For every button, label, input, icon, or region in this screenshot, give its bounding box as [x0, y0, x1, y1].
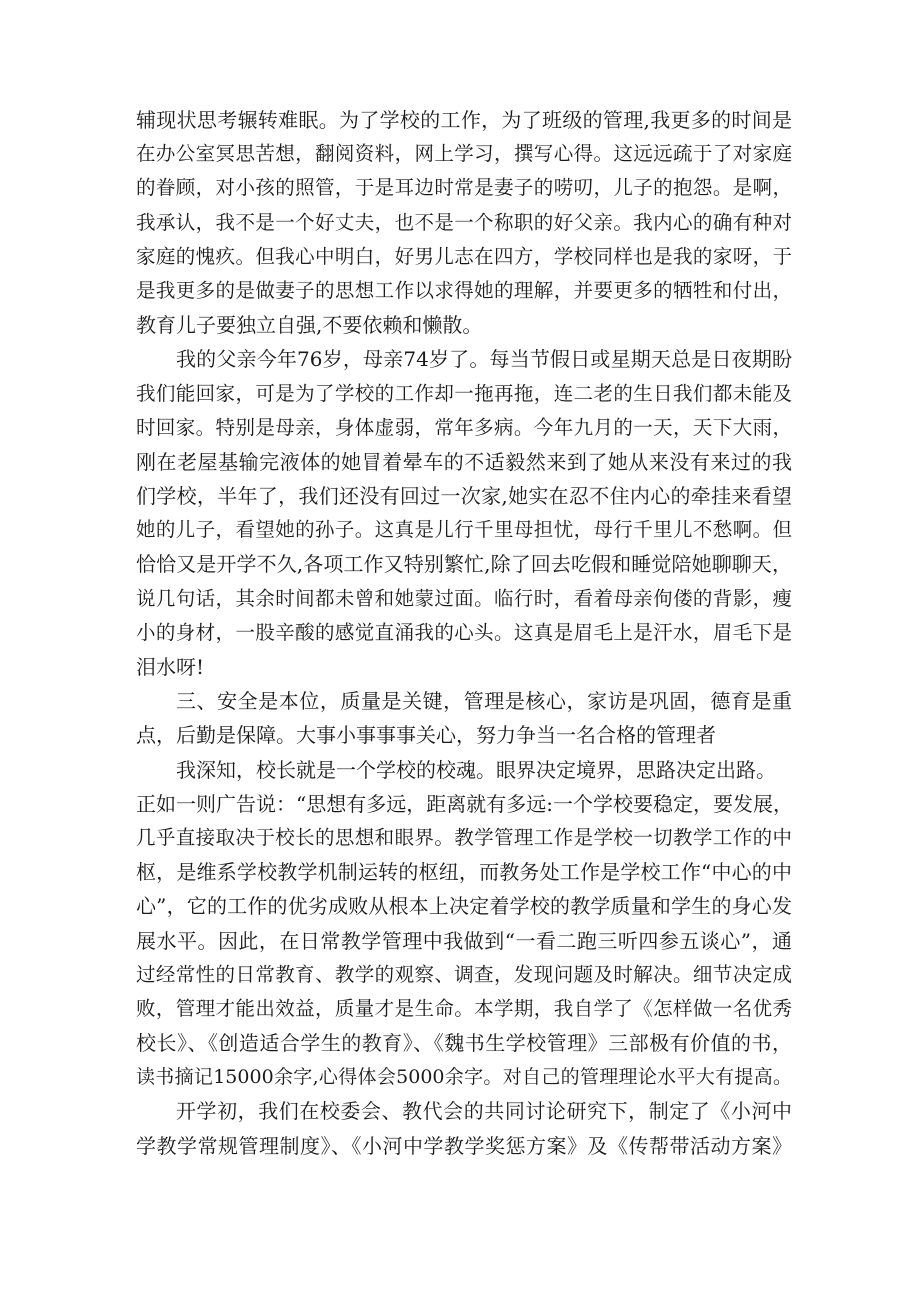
text-line: 读书摘记15000余字,心得体会5000余字。对自己的管理理论水平大有提高。	[136, 1066, 792, 1089]
text-line: 教育儿子要独立自强,不要依赖和懒散。	[136, 313, 483, 338]
text-line: 恰恰又是开学不久,各项工作又特别繁忙,除了回去吃假和睡觉陪她聊聊天，	[136, 552, 792, 577]
text-line: 我们能回家，可是为了学校的工作却一拖再拖，连二老的生日我们都未能及	[136, 381, 792, 405]
text-line: 们学校，半年了，我们还没有回过一次家,她实在忍不住内心的牵挂来看望	[136, 484, 792, 509]
text-line: 枢，是维系学校教学机制运转的枢纽，而教务处工作是学校工作“中心的中	[136, 860, 792, 885]
text-line: 我深知，校长就是一个学校的校魂。眼界决定境界，思路决定出路。	[176, 757, 776, 782]
text-line: 展水平。因此，在日常教学管理中我做到“一看二跑三听四参五谈心”，通	[136, 928, 792, 953]
text-line: 是我更多的是做妻子的思想工作以求得她的理解，并要更多的牺牲和付出，	[136, 278, 792, 302]
text-line: 败，管理才能出效益，质量才是生命。本学期，我自学了《怎样做一名优秀	[136, 996, 792, 1020]
text-line: 校长》、《创造适合学生的教育》、《魏书生学校管理》三部极有价值的书，	[136, 1031, 792, 1056]
text-line: 我的父亲今年76岁，母亲74岁了。每当节假日或星期天总是日夜期盼	[176, 347, 792, 372]
text-line: 在办公室冥思苦想，翻阅资料，网上学习，撰写心得。这远远疏于了对家庭	[136, 142, 792, 166]
document-body	[136, 103, 792, 1163]
text-line: 我承认，我不是一个好丈夫，也不是一个称职的好父亲。我内心的确有种对	[136, 210, 792, 234]
text-line: 心”，它的工作的优劣成败从根本上决定着学校的教学质量和学生的身心发	[136, 894, 792, 919]
text-line: 辅现状思考辗转难眠。为了学校的工作，为了班级的管理,我更多的时间是	[136, 108, 792, 132]
text-line: 开学初，我们在校委会、教代会的共同讨论研究下，制定了《小河中	[176, 1099, 792, 1124]
text-line: 她的儿子，看望她的孙子。这真是儿行千里母担忧，母行千里儿不愁啊。但	[136, 518, 792, 542]
text-line: 时回家。特别是母亲，身体虚弱，常年多病。今年九月的一天，天下大雨，	[136, 415, 792, 439]
text-line: 泪水呀!	[136, 655, 205, 679]
text-line: 三、安全是本位，质量是关键，管理是核心，家访是巩固，德育是重	[176, 689, 792, 714]
text-line: 家庭的愧疚。但我心中明白，好男儿志在四方，学校同样也是我的家呀，于	[136, 244, 792, 268]
text-line: 说几句话，其余时间都未曾和她蒙过面。临行时，看着母亲佝偻的背影，瘦	[136, 586, 792, 610]
text-line: 的眷顾，对小孩的照管，于是耳边时常是妻子的唠叨，儿子的抱怨。是啊，	[136, 176, 792, 200]
text-line: 学教学常规管理制度》、《小河中学教学奖惩方案》及《传帮带活动方案》	[136, 1133, 792, 1158]
text-line: 几乎直接取决于校长的思想和眼界。教学管理工作是学校一切教学工作的中	[136, 825, 792, 849]
text-line: 点，后勤是保障。大事小事事事关心，努力争当一名合格的管理者	[136, 723, 716, 748]
text-line: 刚在老屋基输完液体的她冒着晕车的不适毅然来到了她从来没有来过的我	[136, 449, 792, 474]
text-line: 小的身材，一股辛酸的感觉直涌我的心头。这真是眉毛上是汗水，眉毛下是	[136, 620, 792, 644]
text-line: 正如一则广告说：“思想有多远，距离就有多远:一个学校要稳定，要发展，	[136, 791, 793, 816]
text-line: 过经常性的日常教育、教学的观察、调查，发现问题及时解决。细节决定成	[136, 962, 792, 986]
